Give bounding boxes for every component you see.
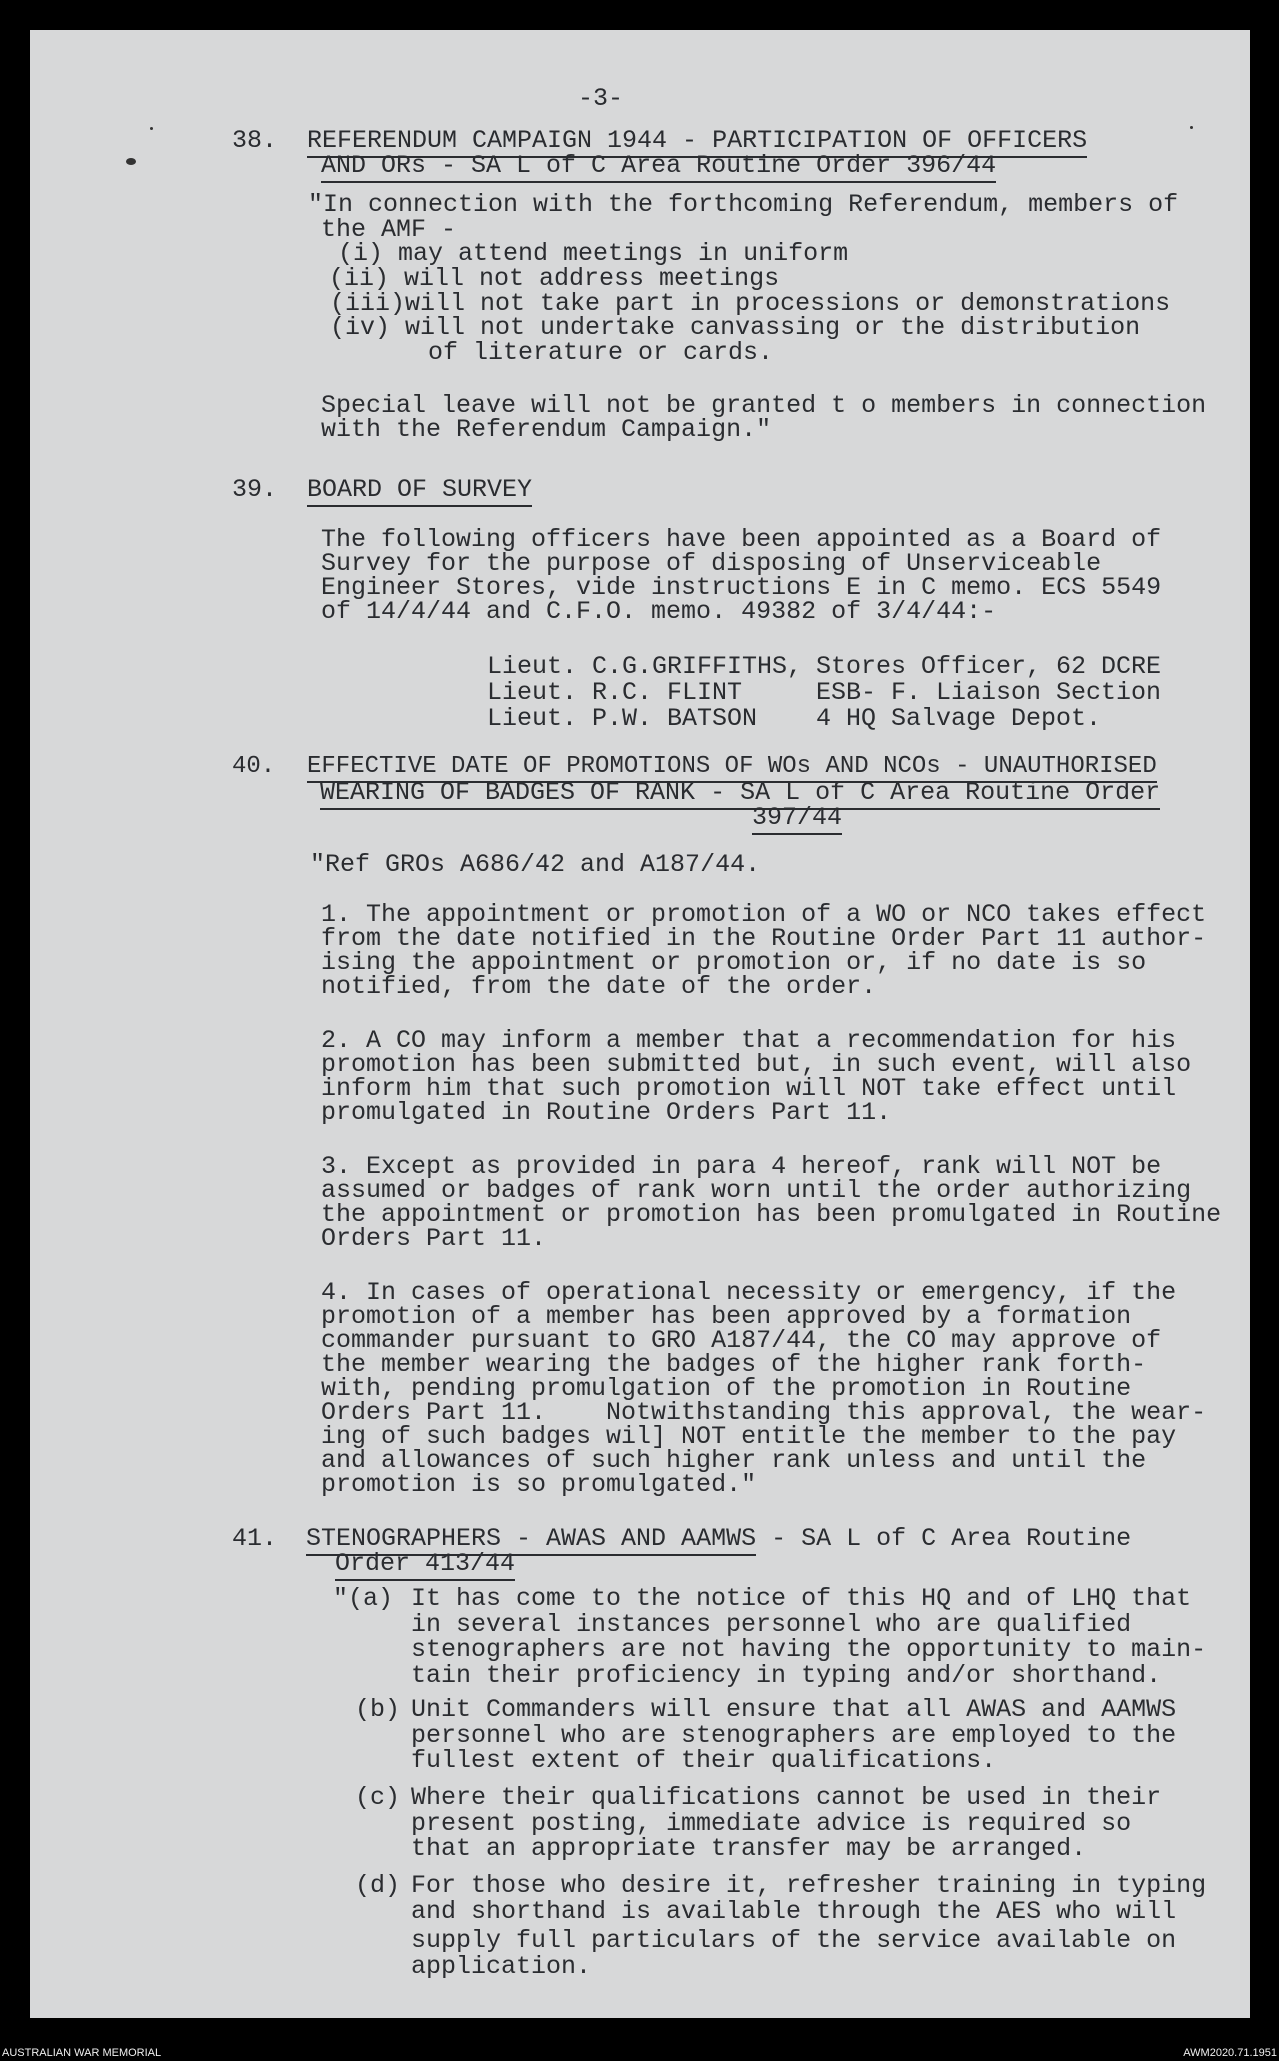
body-line: Orders Part 11. Notwithstanding this approval, the wear- (321, 1398, 1207, 1427)
body-line: For those who desire it, refresher training in typing (411, 1871, 1207, 1900)
body-line: tain their proficiency in typing and/or shorthand. (411, 1661, 1162, 1690)
body-line: and shorthand is available through the AES who will (411, 1897, 1177, 1926)
officer-name: Lieut. C.G.GRIFFITHS, (487, 652, 803, 681)
body-line: assumed or badges of rank worn until the order authorizing (321, 1176, 1192, 1205)
body-line: (i) may attend meetings in uniform (338, 239, 849, 268)
body-line: "Ref GROs A686/42 and A187/44. (310, 850, 761, 879)
subitem-label: (d) (355, 1871, 401, 1900)
item-heading: Order 413/44 (335, 1551, 515, 1576)
officer-name: Lieut. R.C. FLINT (487, 678, 743, 707)
body-line: present posting, immediate advice is required so (411, 1809, 1132, 1838)
body-line: the AMF - (321, 215, 457, 244)
body-line: Special leave will not be granted t o members in connection (321, 391, 1207, 420)
officer-post: Stores Officer, 62 DCRE (816, 652, 1162, 681)
body-line: The following officers have been appointed as a Board of (321, 525, 1162, 554)
item-heading: STENOGRAPHERS - AWAS AND AAMWS - SA L of C Area Routine (306, 1526, 1131, 1551)
body-line: stenographers are not having the opportunity to main- (411, 1635, 1207, 1664)
item-number: 40. (232, 753, 276, 780)
document-page (30, 30, 1250, 2018)
body-line: "In connection with the forthcoming Referendum, members of (308, 190, 1179, 219)
officer-post: 4 HQ Salvage Depot. (816, 704, 1102, 733)
body-line: from the date notified in the Routine Order Part 11 author- (321, 924, 1207, 953)
body-line: with the Referendum Campaign." (321, 415, 772, 444)
subitem-label: "(a) (333, 1584, 394, 1613)
body-line: (ii) will not address meetings (329, 264, 780, 293)
body-line: notified, from the date of the order. (321, 972, 877, 1001)
item-heading: EFFECTIVE DATE OF PROMOTIONS OF WOs AND NCOs - UNAUTHORISED (307, 754, 1157, 779)
body-line: 3. Except as provided in para 4 hereof, rank will NOT be (321, 1152, 1162, 1181)
body-line: (iv) will not undertake canvassing or the distribution (330, 313, 1141, 342)
body-line: ising the appointment or promotion or, if no date is so (321, 948, 1147, 977)
body-line: application. (411, 1952, 592, 1981)
ink-speck (150, 127, 153, 130)
body-line: Where their qualifications cannot be used in their (411, 1783, 1162, 1812)
body-line: Survey for the purpose of disposing of Unserviceable (321, 549, 1102, 578)
body-line: inform him that such promotion will NOT take effect until (321, 1074, 1177, 1103)
body-line: commander pursuant to GRO A187/44, the CO may approve of (321, 1326, 1162, 1355)
officer-name: Lieut. P.W. BATSON (487, 704, 758, 733)
body-line: 2. A CO may inform a member that a recommendation for his (321, 1026, 1177, 1055)
footer-left: AUSTRALIAN WAR MEMORIAL (2, 2047, 162, 2059)
footer-right: AWM2020.71.1951 (1183, 2047, 1277, 2059)
item-number: 39. (232, 475, 278, 504)
item-heading: AND ORs - SA L of C Area Routine Order 396/44 (321, 153, 996, 178)
item-heading: BOARD OF SURVEY (307, 477, 532, 502)
item-number: 38. (232, 126, 278, 155)
body-line: in several instances personnel who are qualified (411, 1610, 1132, 1639)
ink-speck (126, 158, 136, 165)
body-line: Engineer Stores, vide instructions E in C memo. ECS 5549 (321, 573, 1162, 602)
body-line: and allowances of such higher rank unless and until the (321, 1446, 1147, 1475)
body-line: promotion of a member has been approved by a formation (321, 1302, 1132, 1331)
body-line: ing of such badges wil] NOT entitle the member to the pay (321, 1422, 1177, 1451)
page-number: -3- (578, 84, 624, 113)
item-heading: WEARING OF BADGES OF RANK - SA L of C Area Routine Order (320, 780, 1160, 805)
body-line: 1. The appointment or promotion of a WO or NCO takes effect (321, 900, 1207, 929)
body-line: of literature or cards. (428, 338, 774, 367)
body-line: fullest extent of their qualifications. (411, 1746, 997, 1775)
officer-post: ESB- F. Liaison Section (816, 678, 1162, 707)
body-line: 4. In cases of operational necessity or emergency, if the (321, 1278, 1177, 1307)
item-heading: 397/44 (752, 805, 842, 830)
body-line: the appointment or promotion has been promulgated in Routine (321, 1200, 1222, 1229)
body-line: personnel who are stenographers are employed to the (411, 1721, 1177, 1750)
body-line: promulgated in Routine Orders Part 11. (321, 1098, 892, 1127)
body-line: that an appropriate transfer may be arranged. (411, 1834, 1087, 1863)
body-line: of 14/4/44 and C.F.O. memo. 49382 of 3/4/44:- (321, 597, 997, 626)
body-line: Unit Commanders will ensure that all AWAS and AAMWS (411, 1695, 1177, 1724)
body-line: Orders Part 11. (321, 1224, 547, 1253)
subitem-label: (b) (355, 1695, 401, 1724)
body-line: promotion is so promulgated." (321, 1470, 757, 1499)
body-line: supply full particulars of the service available on (411, 1926, 1177, 1955)
item-number: 41. (232, 1524, 278, 1553)
body-line: the member wearing the badges of the higher rank forth- (321, 1350, 1147, 1379)
body-line: with, pending promulgation of the promotion in Routine (321, 1374, 1132, 1403)
body-line: promotion has been submitted but, in such event, will also (321, 1050, 1192, 1079)
subitem-label: (c) (355, 1783, 401, 1812)
body-line: (iii)will not take part in processions or demonstrations (330, 289, 1171, 318)
ink-speck (1190, 126, 1193, 129)
item-heading: REFERENDUM CAMPAIGN 1944 - PARTICIPATION OF OFFICERS (307, 128, 1087, 153)
body-line: It has come to the notice of this HQ and of LHQ that (411, 1584, 1192, 1613)
